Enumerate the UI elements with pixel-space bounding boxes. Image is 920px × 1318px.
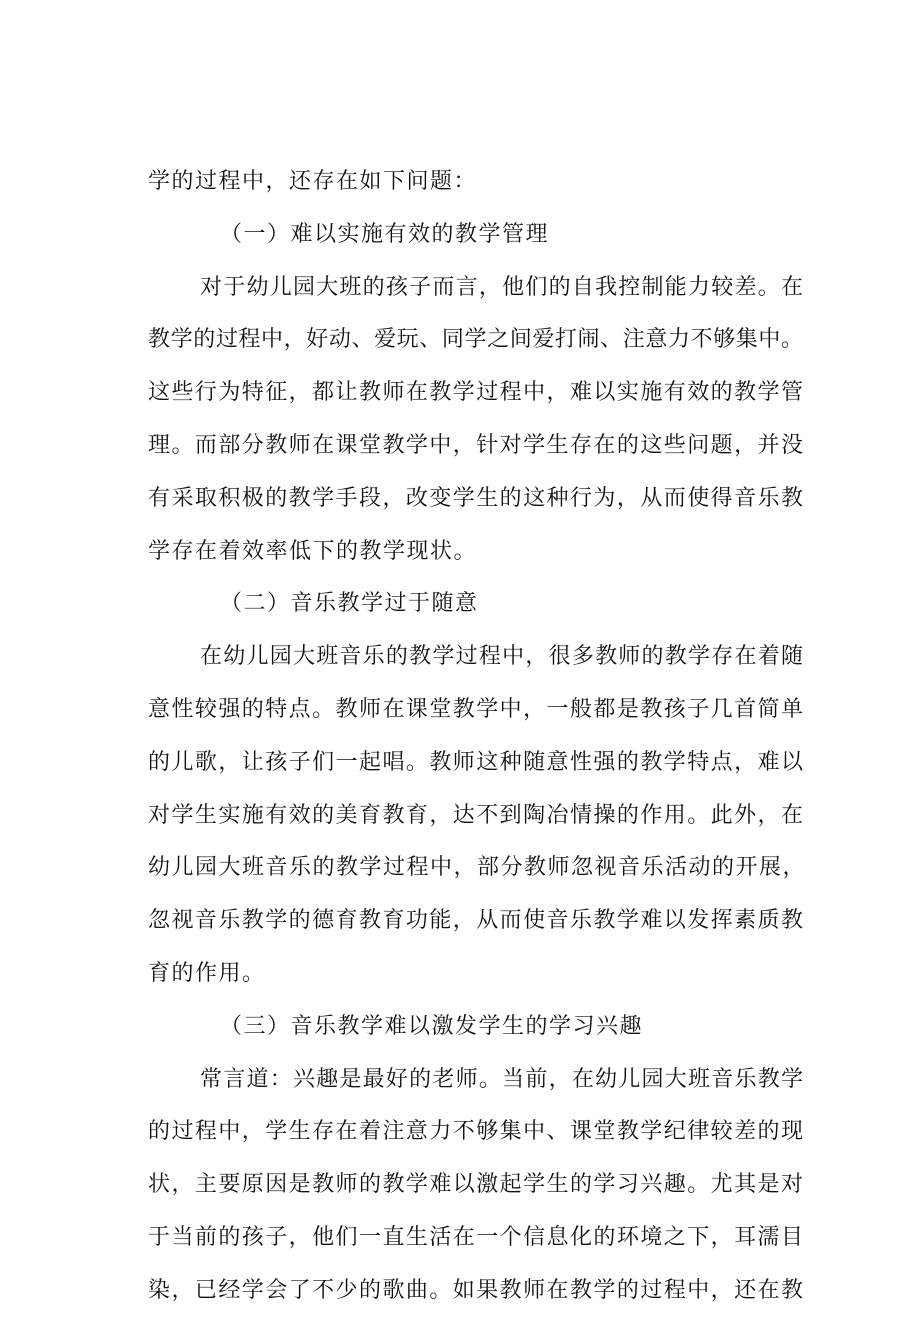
section-1-line-5: 有采取积极的教学手段，改变学生的这种行为，从而使得音乐教 [148,485,803,511]
section-3-line-4: 于当前的孩子，他们一直生活在一个信息化的环境之下，耳濡目 [148,1224,803,1250]
section-2-line-4: 对学生实施有效的美育教育，达不到陶冶情操的作用。此外，在 [148,802,803,828]
document-body [148,156,807,1318]
section-3-heading: （三）音乐教学难以激发学生的学习兴趣 [220,1013,644,1039]
section-1-heading: （一）难以实施有效的教学管理 [220,221,550,247]
section-1-line-6: 学存在着效率低下的教学现状。 [148,538,478,564]
section-3-line-1: 常言道：兴趣是最好的老师。当前，在幼儿园大班音乐教学 [200,1066,803,1092]
section-1-line-4: 理。而部分教师在课堂教学中，针对学生存在的这些问题，并没 [148,432,803,458]
section-2-line-1: 在幼儿园大班音乐的教学过程中，很多教师的教学存在着随 [200,644,803,670]
section-2-line-5: 幼儿园大班音乐的教学过程中，部分教师忽视音乐活动的开展， [148,855,807,881]
continuation-line: 学的过程中，还存在如下问题： [148,169,478,194]
section-2-heading: （二）音乐教学过于随意 [220,591,479,617]
section-1-line-2: 教学的过程中，好动、爱玩、同学之间爱打闹、注意力不够集中。 [148,327,803,353]
section-2-line-7: 育的作用。 [148,960,266,986]
section-3-line-2: 的过程中，学生存在着注意力不够集中、课堂教学纪律较差的现 [148,1119,803,1145]
section-2-line-6: 忽视音乐教学的德育教育功能，从而使音乐教学难以发挥素质教 [148,908,803,934]
section-1-line-3: 这些行为特征，都让教师在教学过程中，难以实施有效的教学管 [148,380,803,406]
section-2-line-3: 的儿歌，让孩子们一起唱。教师这种随意性强的教学特点，难以 [148,749,803,775]
section-3-line-5: 染，已经学会了不少的歌曲。如果教师在教学的过程中，还在教 [148,1277,803,1303]
section-1-line-1: 对于幼儿园大班的孩子而言，他们的自我控制能力较差。在 [200,274,803,300]
section-3-line-3: 状，主要原因是教师的教学难以激起学生的学习兴趣。尤其是对 [148,1172,803,1198]
section-2-line-2: 意性较强的特点。教师在课堂教学中，一般都是教孩子几首简单 [148,696,803,722]
